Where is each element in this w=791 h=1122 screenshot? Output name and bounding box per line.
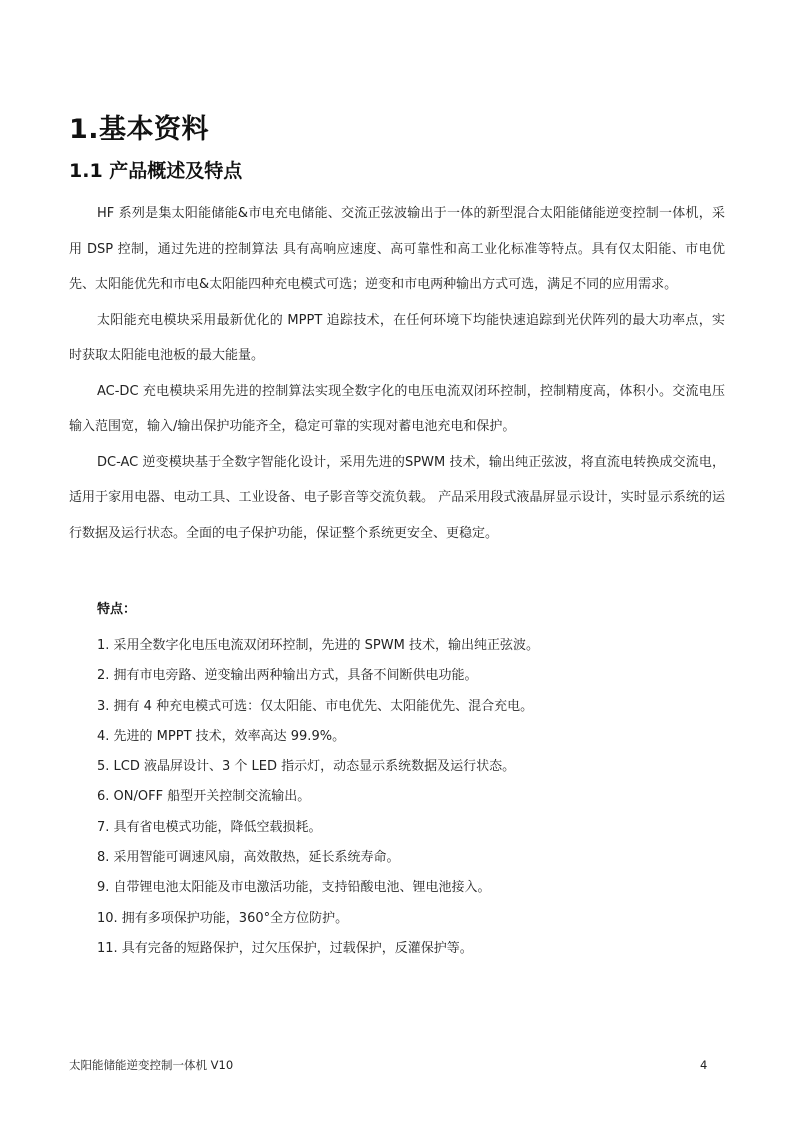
footer-page-number: 4 [700,1058,708,1072]
feature-item: 7. 具有省电模式功能，降低空载损耗。 [97,819,322,835]
paragraph-dcac: DC-AC 逆变模块基于全数字智能化设计，采用先进的SPWM 技术，输出纯正弦波，将直流电转换成交流电，适用于家用电器、电动工具、工业设备、电子影音等交流负载。 产品采用段式液晶屏显示设计，实时显示系统的运行数据及运行状态。全面的电子保护功能，保证整个系统更安全、更稳定。 [69,454,725,541]
paragraph-acdc: AC-DC 充电模块采用先进的控制算法实现全数字化的电压电流双闭环控制，控制精度高，体积小。交流电压输入范围宽，输入/输出保护功能齐全，稳定可靠的实现对蓄电池充电和保护。 [69,383,725,434]
overview-body [69,196,725,551]
footer-doc-title: 太阳能储能逆变控制一体机 V10 [69,1058,234,1072]
feature-item: 4. 先进的 MPPT 技术，效率高达 99.9%。 [97,728,346,744]
feature-item: 2. 拥有市电旁路、逆变输出两种输出方式，具备不间断供电功能。 [97,668,478,684]
feature-item: 10. 拥有多项保护功能，360°全方位防护。 [97,910,349,926]
feature-item: 1. 采用全数字化电压电流双闭环控制，先进的 SPWM 技术，输出纯正弦波。 [97,638,539,653]
subsection-heading: 1.1 产品概述及特点 [69,160,243,182]
section-heading: 1.基本资料 [69,114,210,145]
feature-item: 9. 自带锂电池太阳能及市电激活功能，支持铅酸电池、锂电池接入。 [97,880,491,896]
features-title: 特点： [97,602,137,617]
features-list [97,631,737,964]
paragraph-overview: HF 系列是集太阳能储能&市电充电储能、交流正弦波输出于一体的新型混合太阳能储能逆变控制一体机，采用 DSP 控制，通过先进的控制算法 具有高响应速度、高可靠性和高工业化标准等特点。具有仅太阳能、市电优先、太阳能优先和市电&太阳能四种充电模式可选；逆变和市电两种输出方式可选，满足不同的应用需求。 [69,206,725,292]
feature-item: 3. 拥有 4 种充电模式可选：仅太阳能、市电优先、太阳能优先、混合充电。 [97,698,534,714]
feature-item: 5. LCD 液晶屏设计、3 个 LED 指示灯，动态显示系统数据及运行状态。 [97,759,516,775]
paragraph-mppt: 太阳能充电模块采用最新优化的 MPPT 追踪技术，在任何环境下均能快速追踪到光伏阵列的最大功率点，实时获取太阳能电池板的最大能量。 [69,312,725,363]
feature-item: 8. 采用智能可调速风扇，高效散热，延长系统寿命。 [97,850,400,866]
feature-item: 6. ON/OFF 船型开关控制交流输出。 [97,789,311,805]
feature-item: 11. 具有完备的短路保护，过欠压保护，过载保护，反灌保护等。 [97,940,473,956]
